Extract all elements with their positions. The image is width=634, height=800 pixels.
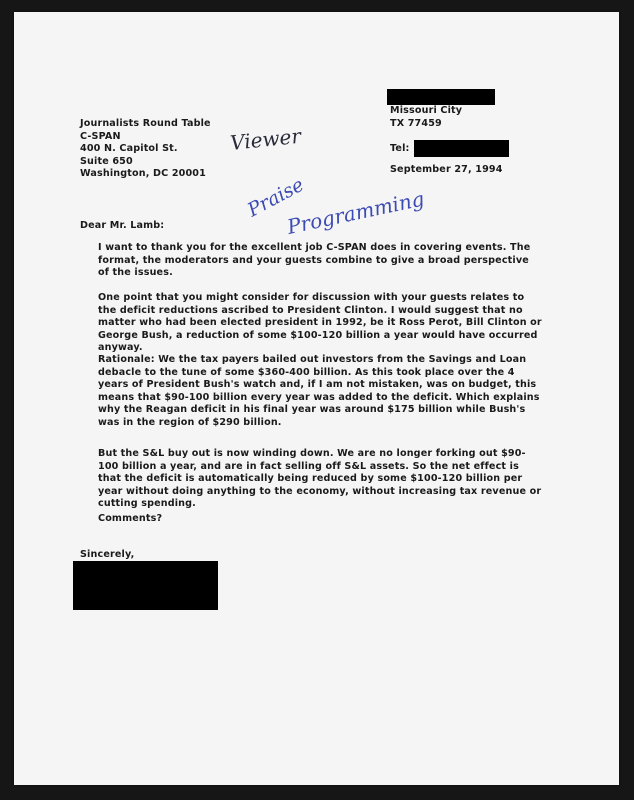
recipient-line: C-SPAN bbox=[80, 130, 121, 142]
paragraph-1: I want to thank you for the excellent job C-SPAN does in covering events. The format, the moderators and your guests combine to give a broad perspective of the issues. bbox=[98, 242, 531, 278]
paragraph-3: Rationale: We the tax payers bailed out investors from the Savings and Loan debacle to the tune of some $360-400 billion. As this took place over the 4 years of President Bush's watch and, if I am not mistaken, was on budget, this means that $90-100 billion every year was added to the deficit. Which explains why the Reagan deficit in his final year was around $175 billion while Bush's was in the region of $290 billion. bbox=[98, 354, 540, 428]
recipient-line: 400 N. Capitol St. bbox=[80, 143, 178, 154]
sender-tel-label: Tel: bbox=[390, 143, 410, 154]
redacted-signature bbox=[73, 561, 218, 610]
closing: Sincerely, bbox=[80, 549, 135, 560]
recipient-line: Journalists Round Table bbox=[80, 118, 211, 129]
paragraph-2: One point that you might consider for discussion with your guests relates to the deficit reductions ascribed to President Clinton. I would suggest that no matter who had been elected president in 1992, be it Ross Perot, Bill Clinton or George Bush, a reduction of some $100-120 billion a year would have occurred anyway. bbox=[98, 292, 542, 353]
paragraph-4: But the S&L buy out is now winding down. We are no longer forking out $90-100 billion a year, and are in fact selling off S&L assets. So the net effect is that the deficit is automatically being reduced by some $100-120 billion per year without doing anything to the economy, without increasing tax revenue or cutting spending. bbox=[98, 448, 542, 509]
letter-page bbox=[14, 12, 619, 785]
recipient-line: Washington, DC 20001 bbox=[80, 168, 206, 179]
handwritten-praise: Praise bbox=[244, 173, 308, 222]
comments-line: Comments? bbox=[98, 513, 163, 524]
letter-date: September 27, 1994 bbox=[390, 164, 503, 175]
handwritten-programming: Programming bbox=[285, 186, 427, 239]
salutation: Dear Mr. Lamb: bbox=[80, 220, 165, 231]
sender-state-zip: TX 77459 bbox=[390, 117, 442, 129]
recipient-line: Suite 650 bbox=[80, 155, 133, 167]
handwritten-viewer: Viewer bbox=[229, 123, 302, 155]
sender-city: Missouri City bbox=[390, 105, 463, 116]
